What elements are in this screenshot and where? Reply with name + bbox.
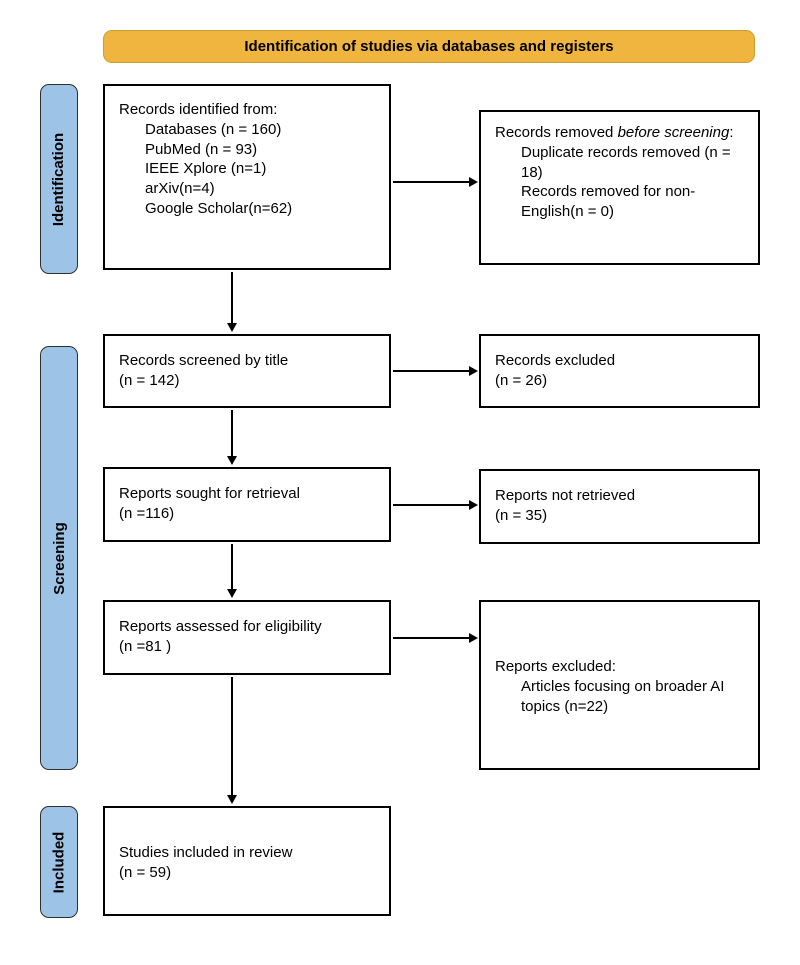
records-removed-title-suffix: :: [729, 124, 734, 141]
arrow-right-sought-to-not-retrieved: [393, 504, 469, 506]
reports-excluded-title: Reports excluded:: [495, 658, 616, 676]
stage-bar-identification: [40, 84, 78, 274]
box-records-excluded: [479, 334, 760, 408]
stage-bar-screening: [40, 346, 78, 770]
records-identified-item: Google Scholar(n=62): [145, 199, 293, 217]
arrow-down-screened-to-sought: [231, 410, 233, 456]
records-removed-title-prefix: Records removed: [495, 124, 618, 141]
records-screened-line2: (n = 142): [119, 371, 180, 389]
arrow-right-assessed-to-excluded: [393, 637, 469, 639]
records-excluded-line1: Records excluded: [495, 352, 616, 369]
records-identified-item: PubMed (n = 93): [145, 140, 258, 158]
reports-sought-line1: Reports sought for retrieval: [119, 485, 300, 502]
arrow-right-identified-to-removed: [393, 181, 469, 183]
records-screened-line1: Records screened by title: [119, 352, 289, 369]
reports-not-retrieved-line2: (n = 35): [495, 506, 548, 524]
box-records-removed: [479, 110, 760, 265]
records-excluded-line2: (n = 26): [495, 371, 548, 389]
reports-excluded-item: Articles focusing on broader AI topics (n=22): [521, 678, 725, 715]
arrow-down-assessed-to-included: [231, 677, 233, 795]
arrow-down-sought-to-assessed: [231, 544, 233, 589]
studies-included-line2: (n = 59): [119, 864, 172, 881]
reports-assessed-line2: (n =81 ): [119, 637, 172, 655]
records-removed-title-italic: before screening: [617, 124, 730, 141]
box-reports-assessed: [103, 600, 391, 675]
box-records-identified: [103, 84, 391, 270]
banner-title: Identification of studies via databases and registers: [103, 30, 755, 63]
stage-label-included: Included: [50, 831, 68, 893]
reports-assessed-line1: Reports assessed for eligibility: [119, 618, 322, 635]
records-removed-title: [495, 123, 746, 143]
box-reports-not-retrieved: [479, 469, 760, 544]
studies-included-line1: Studies included in review: [119, 844, 293, 862]
box-reports-excluded: [479, 600, 760, 770]
arrow-right-screened-to-excluded: [393, 370, 469, 372]
records-identified-title: Records identified from:: [119, 101, 278, 118]
records-identified-item: Databases (n = 160): [145, 120, 282, 138]
stage-label-screening: Screening: [50, 521, 68, 595]
box-reports-sought: [103, 467, 391, 542]
arrow-down-identified-to-screened: [231, 272, 233, 323]
stage-bar-included: [40, 806, 78, 918]
box-records-screened: [103, 334, 391, 408]
records-identified-item: IEEE Xplore (n=1): [145, 160, 267, 178]
records-removed-item: Records removed for non-English(n = 0): [521, 183, 696, 221]
reports-not-retrieved-line1: Reports not retrieved: [495, 487, 636, 504]
stage-label-identification: Identification: [50, 132, 68, 226]
records-identified-item: arXiv(n=4): [145, 180, 215, 198]
reports-sought-line2: (n =116): [119, 504, 175, 522]
records-removed-item: Duplicate records removed (n = 18): [521, 143, 731, 181]
box-studies-included: [103, 806, 391, 916]
